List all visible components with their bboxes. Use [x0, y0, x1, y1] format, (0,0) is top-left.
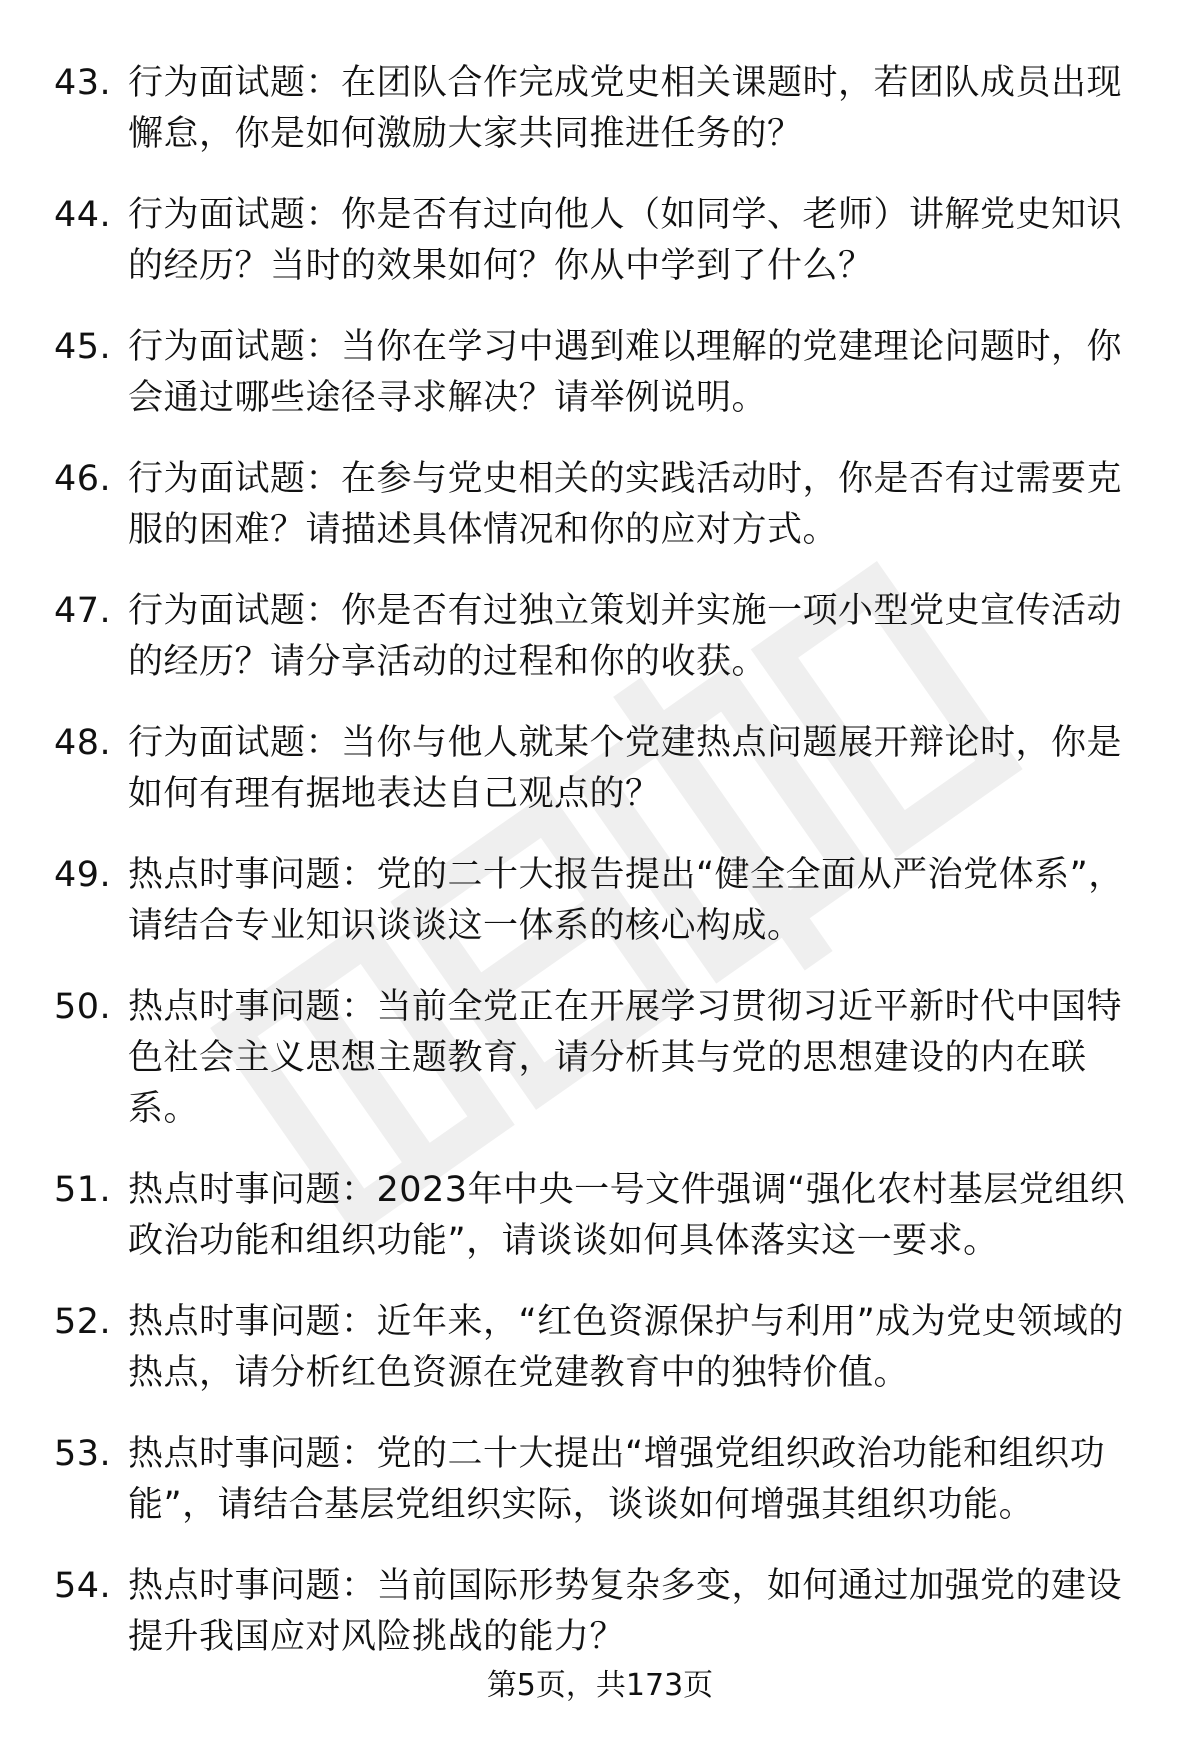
question-item [54, 1165, 1154, 1267]
question-number: 51. [54, 1170, 112, 1210]
question-list [54, 58, 1154, 1693]
question-number: 48. [54, 723, 112, 763]
question-item [54, 190, 1154, 292]
question-number: 53. [54, 1434, 112, 1474]
question-text: 热点时事问题：当前国际形势复杂多变，如何通过加强党的建设提升我国应对风险挑战的能力？ [128, 1566, 1123, 1657]
question-item [54, 322, 1154, 424]
question-text: 热点时事问题：近年来，“红色资源保护与利用”成为党史领域的热点，请分析红色资源在党建教育中的独特价值。 [128, 1302, 1124, 1393]
question-item [54, 1561, 1154, 1663]
question-number: 43. [54, 63, 112, 103]
question-number: 45. [54, 327, 112, 367]
question-text: 行为面试题：你是否有过独立策划并实施一项小型党史宣传活动的经历？请分享活动的过程和你的收获。 [128, 591, 1123, 682]
question-number: 54. [54, 1566, 112, 1606]
question-item [54, 58, 1154, 160]
question-text: 行为面试题：在团队合作完成党史相关课题时，若团队成员出现懈怠，你是如何激励大家共同推进任务的？ [128, 63, 1123, 154]
question-item [54, 1429, 1154, 1531]
question-number: 44. [54, 195, 112, 235]
question-item [54, 718, 1154, 820]
question-number: 49. [54, 855, 112, 895]
page-footer [0, 1666, 1200, 1706]
question-number: 47. [54, 591, 112, 631]
question-item [54, 454, 1154, 556]
question-text: 热点时事问题：2023年中央一号文件强调“强化农村基层党组织政治功能和组织功能”，请谈谈如何具体落实这一要求。 [128, 1170, 1126, 1261]
question-item [54, 586, 1154, 688]
question-item [54, 982, 1154, 1135]
question-text: 行为面试题：当你在学习中遇到难以理解的党建理论问题时，你会通过哪些途径寻求解决？请举例说明。 [128, 327, 1123, 418]
question-text: 热点时事问题：党的二十大报告提出“健全全面从严治党体系”，请结合专业知识谈谈这一体系的核心构成。 [128, 855, 1124, 946]
question-number: 50. [54, 987, 112, 1027]
question-text: 热点时事问题：党的二十大提出“增强党组织政治功能和组织功能”，请结合基层党组织实际，谈谈如何增强其组织功能。 [128, 1434, 1106, 1525]
question-number: 52. [54, 1302, 112, 1342]
question-number: 46. [54, 459, 112, 499]
question-text: 热点时事问题：当前全党正在开展学习贯彻习近平新时代中国特色社会主义思想主题教育，请分析其与党的思想建设的内在联系。 [128, 987, 1123, 1129]
question-item [54, 850, 1154, 952]
question-item [54, 1297, 1154, 1399]
question-text: 行为面试题：当你与他人就某个党建热点问题展开辩论时，你是如何有理有据地表达自己观点的？ [128, 723, 1123, 814]
question-text: 行为面试题：你是否有过向他人（如同学、老师）讲解党史知识的经历？当时的效果如何？你从中学到了什么？ [128, 195, 1123, 286]
question-text: 行为面试题：在参与党史相关的实践活动时，你是否有过需要克服的困难？请描述具体情况和你的应对方式。 [128, 459, 1123, 550]
page-number-label: 第5页，共173页 [486, 1668, 714, 1703]
